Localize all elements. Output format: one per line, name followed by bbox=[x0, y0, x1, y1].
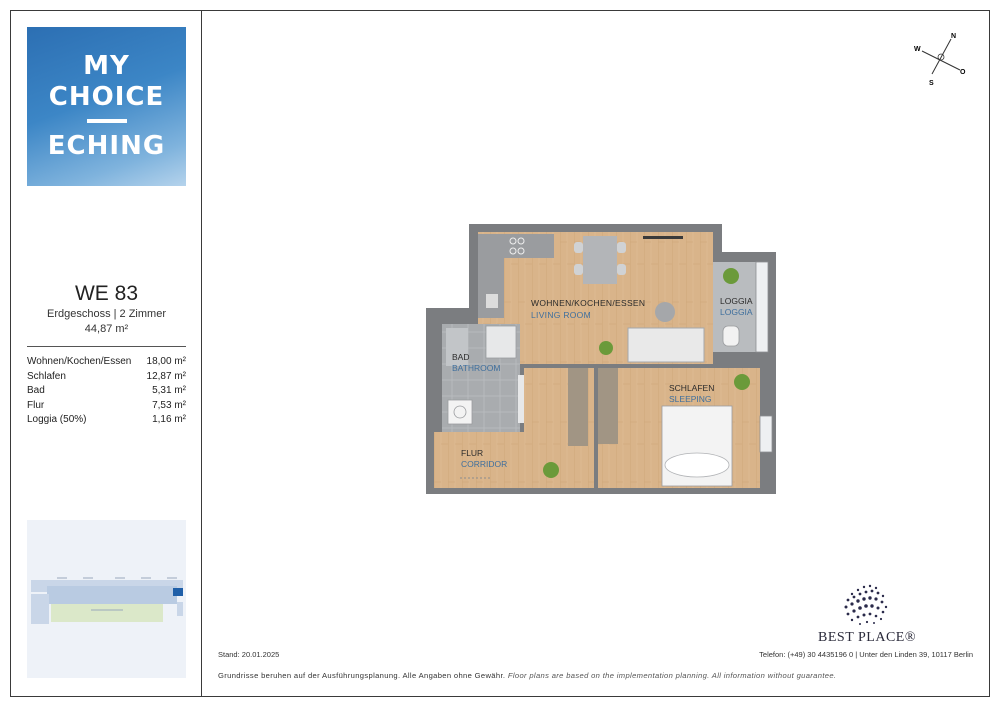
compass-o: O bbox=[960, 69, 966, 76]
room-name: Wohnen/Kochen/Essen bbox=[27, 356, 132, 367]
plant-icon bbox=[734, 374, 750, 390]
unit-subtitle: Erdgeschoss | 2 Zimmer bbox=[46, 308, 166, 320]
room-area: 18,00 m² bbox=[146, 356, 186, 367]
room-area: 7,53 m² bbox=[152, 399, 186, 411]
corridor-label: FLUR bbox=[461, 448, 484, 458]
logo-line-2: CHOICE bbox=[48, 82, 165, 112]
project-logo bbox=[27, 27, 186, 186]
disclaimer-en: Floor plans are based on the implementation planning. All information without guarantee. bbox=[507, 671, 837, 680]
contact-info: Telefon: (+49) 30 4435196 0 | Unter den Linden 39, 10117 Berlin bbox=[759, 650, 973, 659]
room-row bbox=[27, 370, 186, 385]
room-name: Bad bbox=[27, 385, 45, 396]
coffee-table bbox=[655, 302, 675, 322]
room-area: 12,87 m² bbox=[146, 370, 186, 382]
logo-dash bbox=[87, 119, 127, 123]
compass-w: W bbox=[914, 46, 921, 53]
room-area-list bbox=[27, 346, 186, 428]
kitchen-sink bbox=[486, 294, 498, 308]
living-room-label: WOHNEN/KOCHEN/ESSEN bbox=[531, 298, 646, 308]
room-area: 5,31 m² bbox=[152, 385, 186, 396]
room-name: Schlafen bbox=[27, 370, 66, 382]
loggia-label: LOGGIA bbox=[720, 296, 753, 306]
dining-table bbox=[583, 236, 617, 284]
disclaimer-de: Grundrisse beruhen auf der Ausführungsplanung. Alle Angaben ohne Gewähr. bbox=[218, 671, 506, 680]
room-row bbox=[27, 399, 186, 414]
compass-s: S bbox=[929, 80, 934, 87]
wardrobe bbox=[598, 368, 618, 444]
room-name: Loggia (50%) bbox=[27, 414, 87, 425]
room-row bbox=[27, 384, 186, 399]
wardrobe bbox=[568, 368, 588, 446]
sleeping-label: SCHLAFEN bbox=[669, 383, 715, 393]
plant-icon bbox=[599, 341, 613, 355]
room-area: 1,16 m² bbox=[152, 414, 186, 425]
room-name: Flur bbox=[27, 399, 45, 411]
unit-total-area: 44,87 m² bbox=[84, 323, 129, 335]
plant-icon bbox=[723, 268, 739, 284]
room-row bbox=[27, 355, 186, 370]
sleeping-label-en: SLEEPING bbox=[669, 394, 712, 404]
site-plan-drawing bbox=[27, 520, 186, 678]
stand-date: Stand: 20.01.2025 bbox=[218, 650, 280, 659]
unit-title: WE 83 bbox=[74, 282, 139, 305]
bathroom-label: BAD bbox=[452, 352, 470, 362]
compass-icon bbox=[910, 30, 970, 90]
sofa bbox=[628, 328, 704, 362]
site-plan-thumbnail bbox=[27, 520, 186, 678]
loggia-label-en: LOGGIA bbox=[720, 307, 753, 317]
corridor-label-en: CORRIDOR bbox=[461, 459, 508, 469]
plant-icon bbox=[543, 462, 559, 478]
compass-n: N bbox=[951, 33, 957, 40]
kitchen-counter-top bbox=[504, 234, 554, 258]
brand-logo-icon bbox=[812, 582, 922, 628]
living-room-label-en: LIVING ROOM bbox=[531, 310, 591, 320]
disclaimer bbox=[218, 671, 973, 680]
bathroom-label-en: BATHROOM bbox=[452, 363, 501, 373]
room-row bbox=[27, 413, 186, 428]
logo-line-1: MY bbox=[83, 51, 130, 81]
brand-name: BEST PLACE® bbox=[818, 630, 916, 645]
logo-line-3: ECHING bbox=[47, 131, 166, 161]
floor-plan bbox=[420, 220, 780, 498]
